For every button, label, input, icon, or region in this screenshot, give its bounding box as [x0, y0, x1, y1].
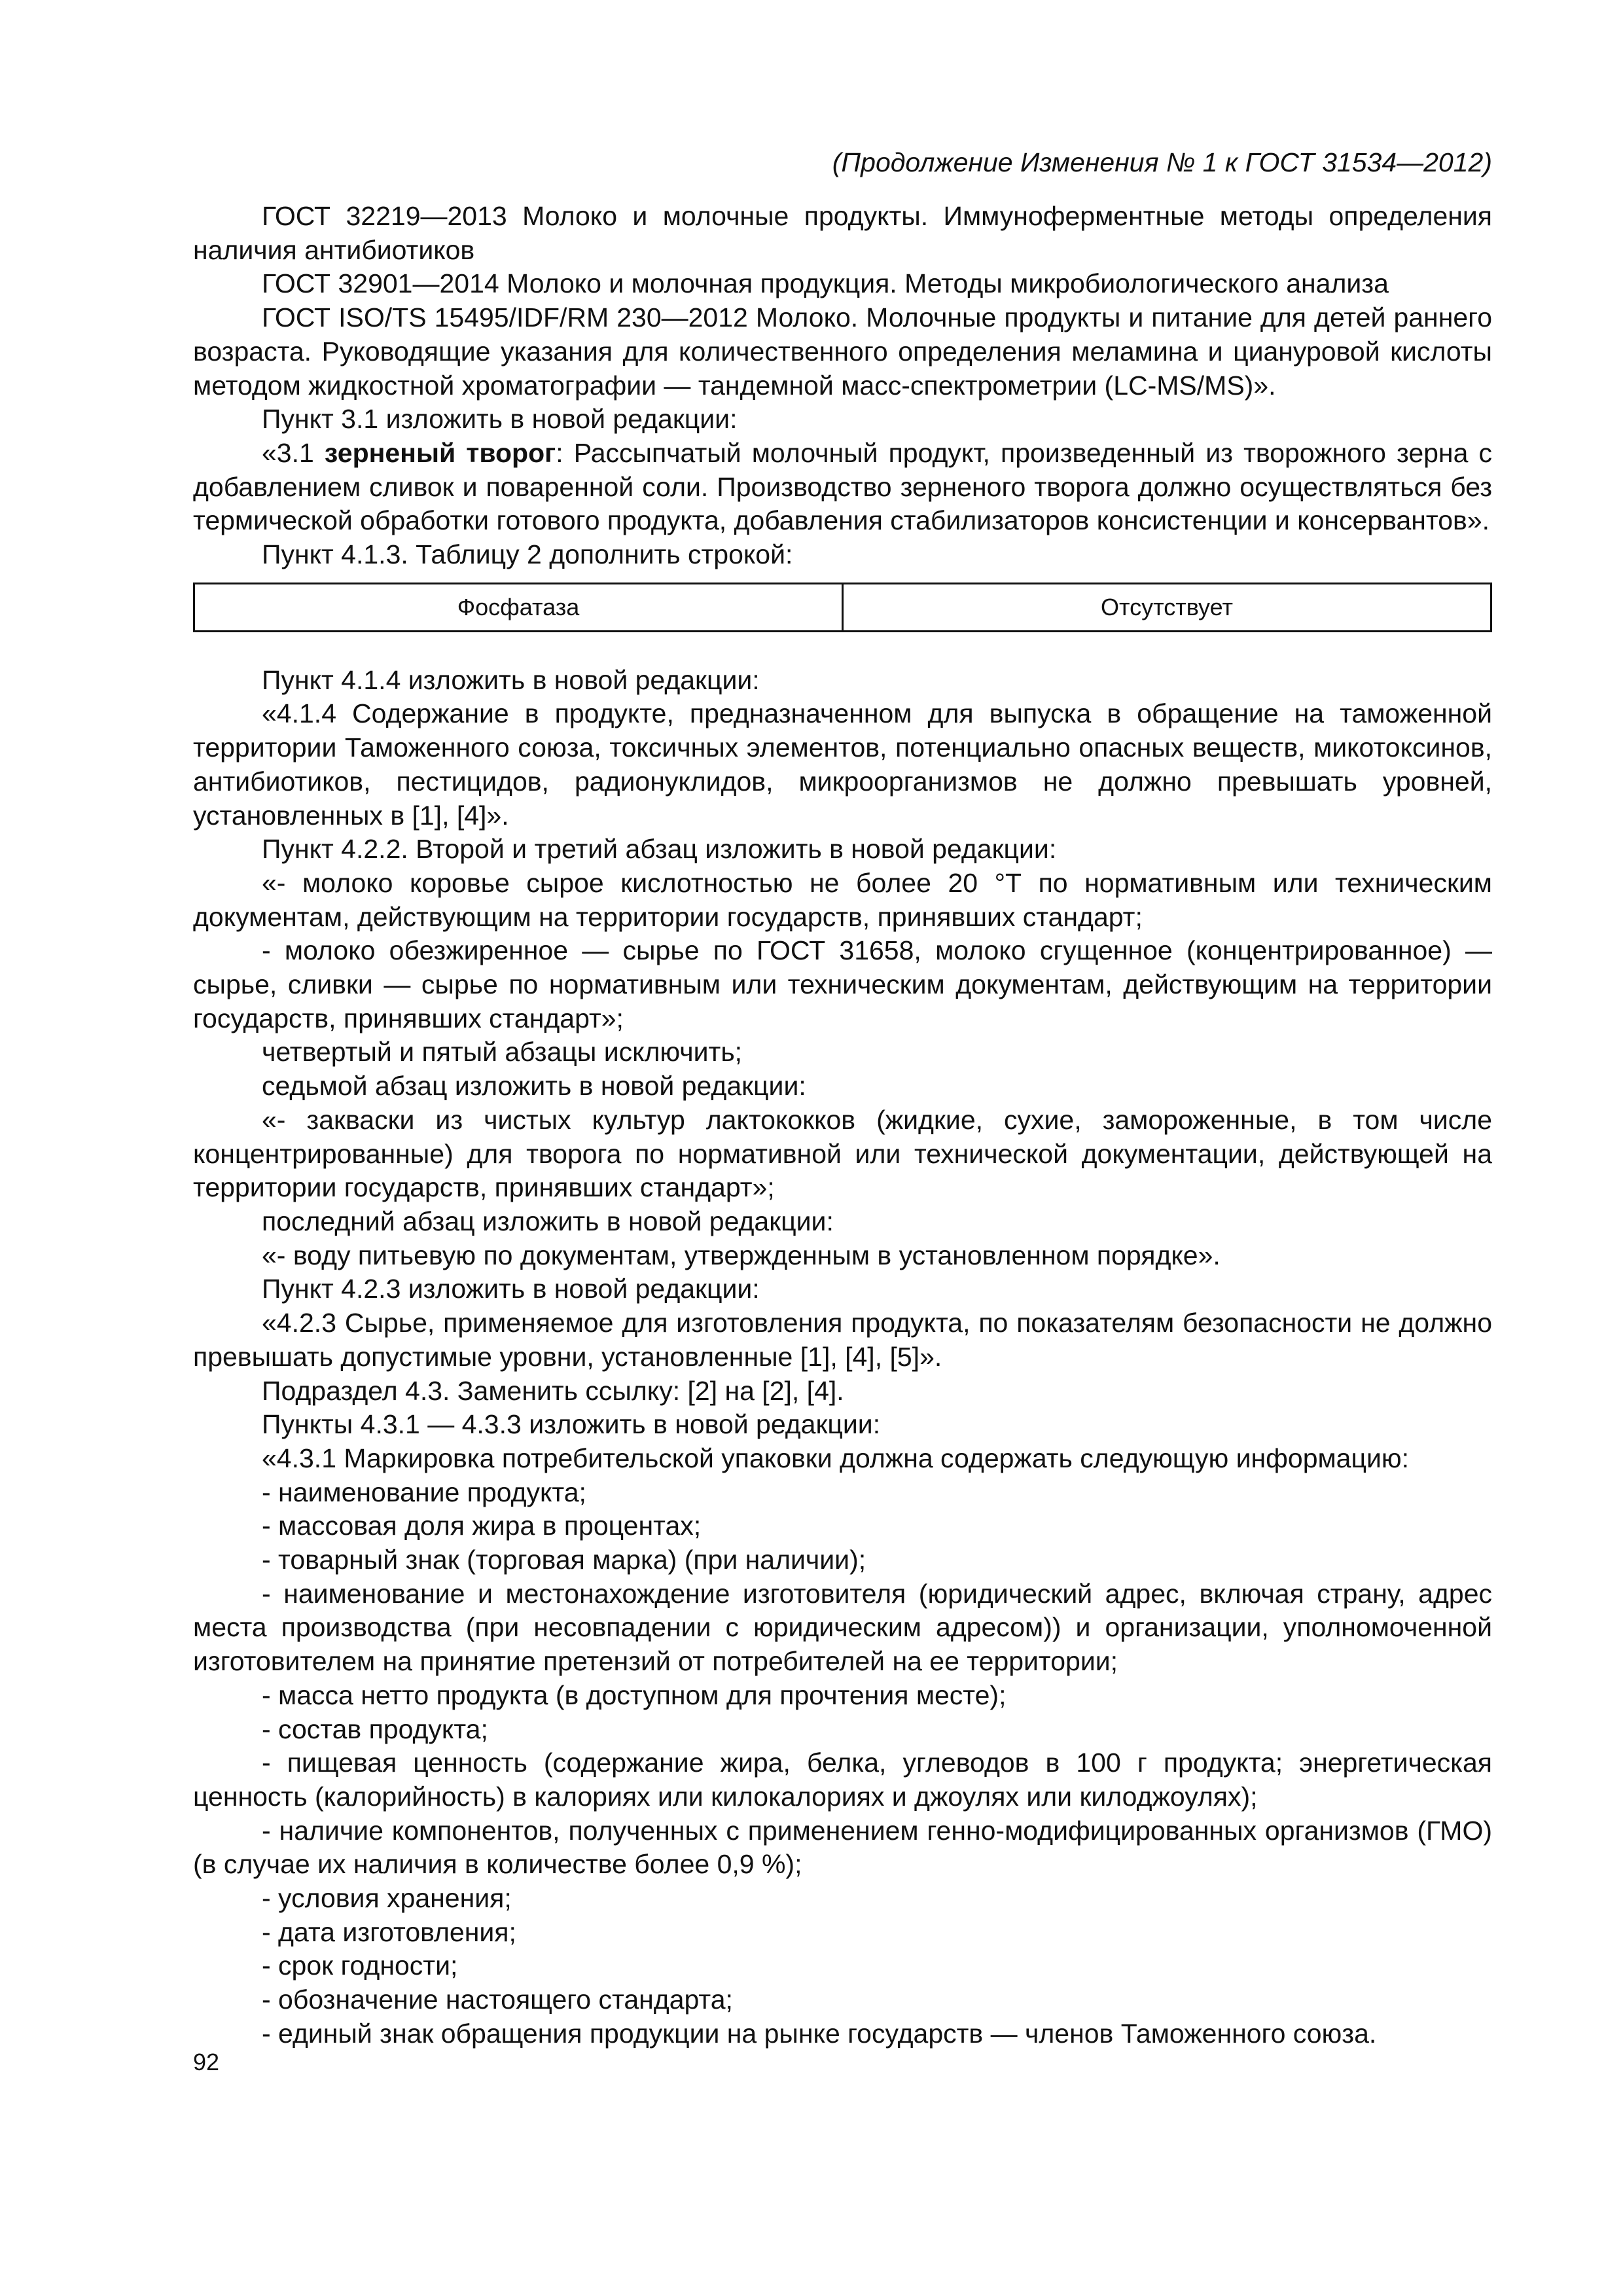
paragraph: последний абзац изложить в новой редакции: [262, 1206, 834, 1236]
paragraph: Пункт 4.2.2. Второй и третий абзац изложить в новой редакции: [262, 834, 1057, 865]
paragraph: четвертый и пятый абзацы исключить; [262, 1037, 743, 1067]
list-item: - товарный знак (торговая марка) (при наличии); [262, 1545, 866, 1575]
paragraph: ГОСТ 32901—2014 Молоко и молочная продукция. Методы микробиологического анализа [262, 268, 1389, 299]
paragraph: «- воду питьевую по документам, утвержденным в установленном порядке». [262, 1240, 1221, 1270]
definition-prefix: «3.1 [262, 437, 325, 468]
paragraph: Пункты 4.3.1 — 4.3.3 изложить в новой редакции: [262, 1409, 881, 1440]
list-item: - массовая доля жира в процентах; [262, 1511, 702, 1541]
page-number: 92 [193, 2049, 220, 2075]
table-row [194, 583, 1491, 631]
list-item: - наименование и местонахождение изготовителя (юридический адрес, включая страну, адрес места производства (при несовпадении с юридическим адресом)) и организации, уполномоченной изготовителем на принятие претензий от потребителей на ее территории; [193, 1578, 1492, 1677]
list-item: - срок годности; [262, 1950, 458, 1981]
list-item: - состав продукта; [262, 1713, 488, 1744]
paragraph: «- закваски из чистых культур лактококков (жидкие, сухие, замороженные, в том числе концентрированные) для творога по нормативной или технической документации, действующей на территории государств, принявших стандарт»; [193, 1104, 1492, 1203]
paragraph: Пункт 3.1 изложить в новой редакции: [262, 404, 738, 435]
list-item: - наименование продукта; [262, 1477, 586, 1507]
table-cell-indicator: Фосфатаза [194, 583, 843, 631]
paragraph: седьмой абзац изложить в новой редакции: [262, 1071, 806, 1102]
paragraph: - молоко обезжиренное — сырье по ГОСТ 31658, молоко сгущенное (концентрированное) — сырье, сливки — сырье по нормативным или техническим документам, действующим на территории государств, принявших стандарт»; [193, 935, 1492, 1033]
list-item: - обозначение настоящего стандарта; [262, 1984, 733, 2015]
paragraph: ГОСТ ISO/TS 15495/IDF/RM 230—2012 Молоко. Молочные продукты и питание для детей раннего возраста. Руководящие указания для количественного определения меламина и циануровой кислоты методом жидкостной хроматографии — тандемной масс-спектрометрии (LC-MS/MS)». [193, 302, 1492, 401]
page-header: (Продолжение Изменения № 1 к ГОСТ 31534—2012) [832, 147, 1492, 177]
paragraph: «4.2.3 Сырье, применяемое для изготовления продукта, по показателям безопасности не должно превышать допустимые уровни, установленные [1], [4], [5]». [193, 1308, 1492, 1372]
list-item: - наличие компонентов, полученных с применением генно-модифицированных организмов (ГМО) (в случае их наличия в количестве более 0,9 %); [193, 1815, 1492, 1880]
paragraph: «- молоко коровье сырое кислотностью не более 20 °Т по нормативным или техническим документам, действующим на территории государств, принявших стандарт; [193, 867, 1492, 932]
paragraph: Пункт 4.2.3 изложить в новой редакции: [262, 1274, 760, 1304]
definition-text: : Рассыпчатый молочный продукт, произведенный из творожного зерна с добавлением сливок и поваренной соли. Производство зерненого творога должно осуществляться без термической обработки готового продукта, добавления стабилизаторов консистенции и консервантов». [193, 437, 1492, 536]
table-2-row [193, 583, 1492, 632]
list-item: - условия хранения; [262, 1883, 512, 1914]
list-item: - масса нетто продукта (в доступном для прочтения месте); [262, 1679, 1007, 1710]
table-cell-value: Отсутствует [843, 583, 1491, 631]
document-body [193, 200, 1492, 2051]
definition-term: зерненый творог [324, 437, 556, 468]
paragraph: ГОСТ 32219—2013 Молоко и молочные продукты. Иммуноферментные методы определения наличия антибиотиков [193, 201, 1492, 265]
list-item: - единый знак обращения продукции на рынке государств — членов Таможенного союза. [262, 2018, 1377, 2049]
list-item: - пищевая ценность (содержание жира, белка, углеводов в 100 г продукта; энергетическая ценность (калорийность) в калориях или килокалориях и джоулях или килоджоулях); [193, 1748, 1492, 1812]
paragraph: «4.1.4 Содержание в продукте, предназначенном для выпуска в обращение на таможенной территории Таможенного союза, токсичных элементов, потенциально опасных веществ, микотоксинов, антибиотиков, пестицидов, радионуклидов, микроорганизмов не должно превышать уровней, установленных в [1], [4]». [193, 698, 1492, 831]
paragraph: Пункт 4.1.4 изложить в новой редакции: [262, 664, 760, 695]
paragraph: Подраздел 4.3. Заменить ссылку: [2] на [2], [4]. [262, 1375, 844, 1406]
definition-paragraph [193, 437, 1492, 538]
list-item: - дата изготовления; [262, 1916, 516, 1947]
paragraph: «4.3.1 Маркировка потребительской упаковки должна содержать следующую информацию: [262, 1443, 1410, 1473]
paragraph: Пункт 4.1.3. Таблицу 2 дополнить строкой: [262, 539, 793, 570]
